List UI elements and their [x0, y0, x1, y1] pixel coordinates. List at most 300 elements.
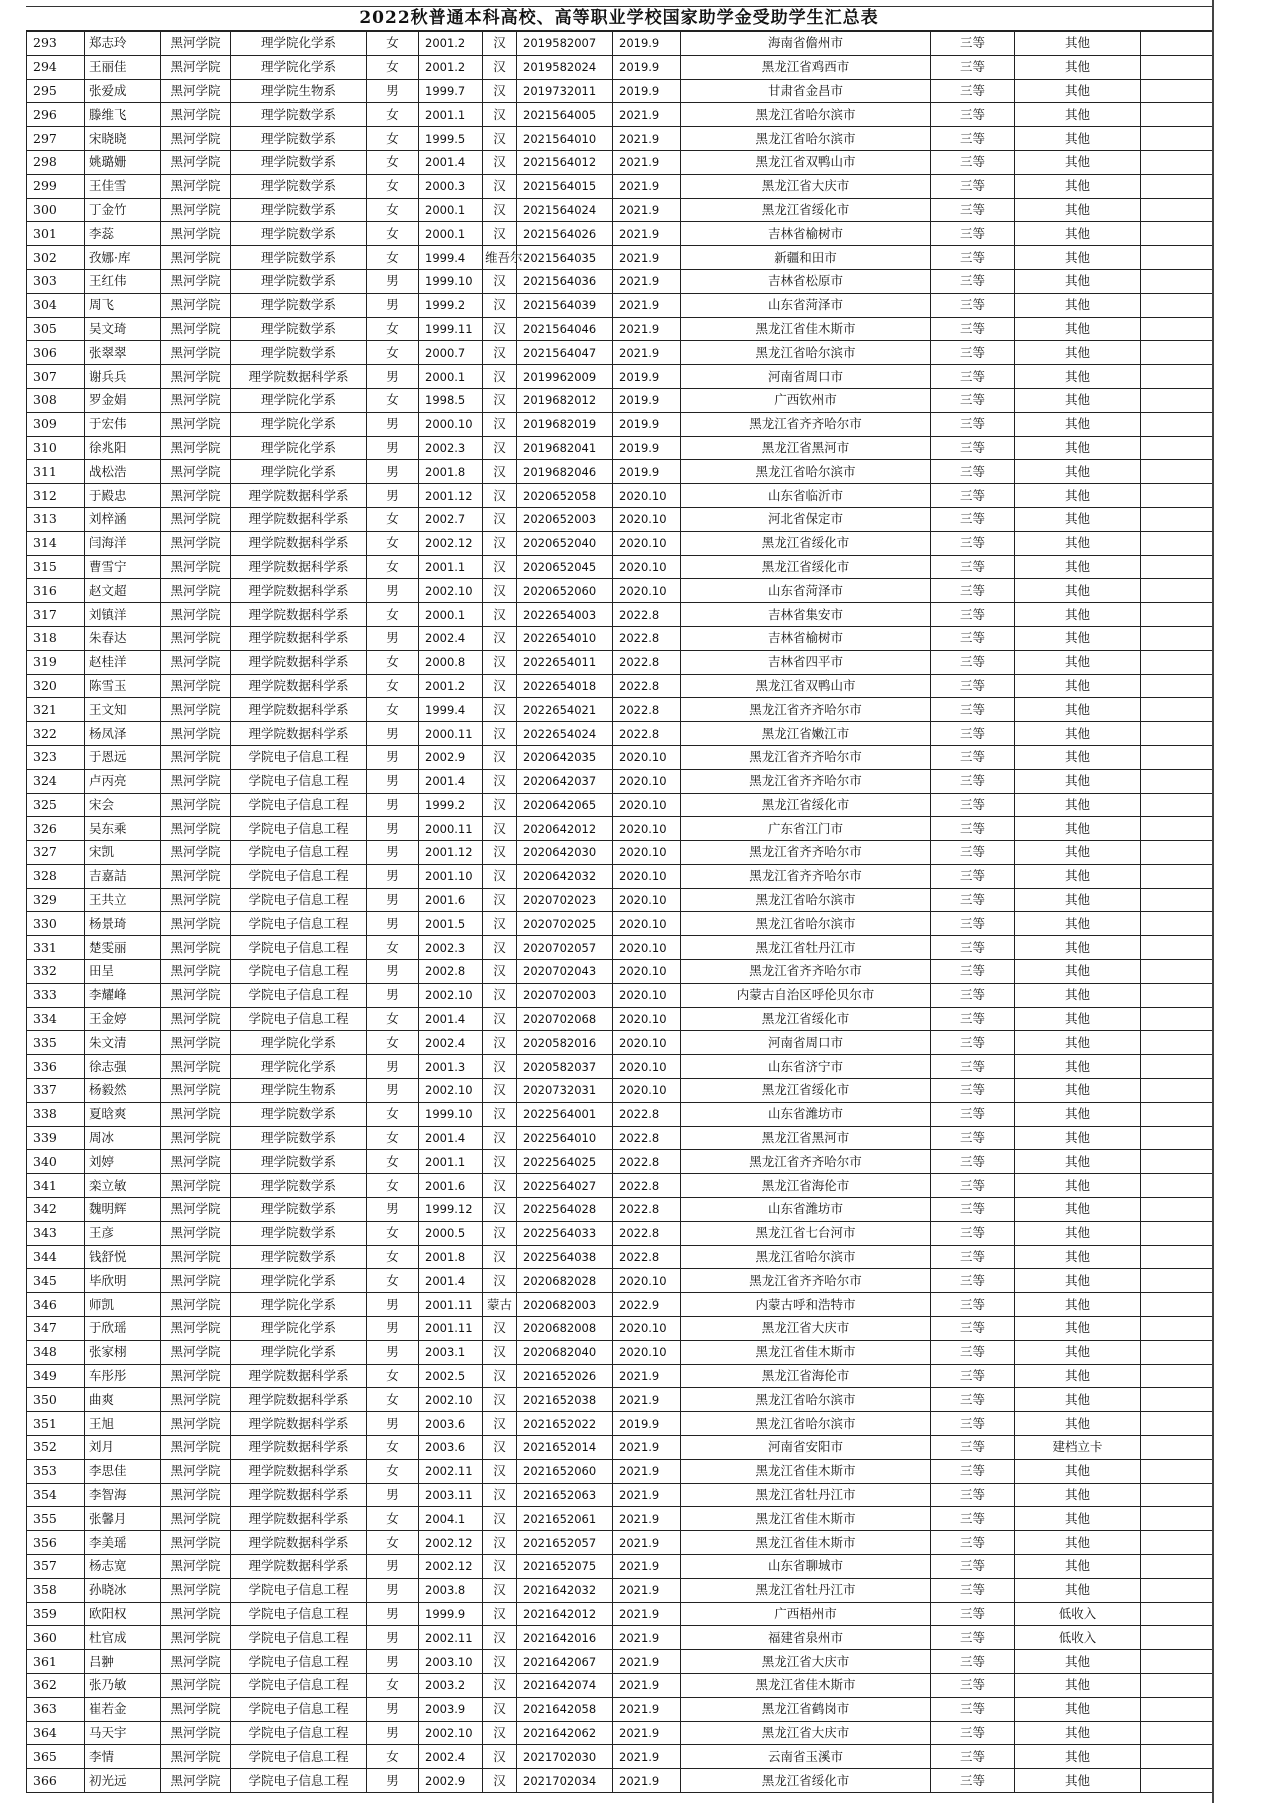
student-id-cell: 2022564038 — [517, 1245, 613, 1269]
aid-category-cell: 其他 — [1015, 1126, 1141, 1150]
aid-category-cell: 其他 — [1015, 603, 1141, 627]
ethnicity-cell: 汉 — [483, 127, 517, 151]
student-name-cell: 崔若金 — [85, 1697, 161, 1721]
department-cell: 学院电子信息工程 — [231, 793, 367, 817]
table-row — [27, 1007, 1213, 1031]
department-cell: 学院电子信息工程 — [231, 769, 367, 793]
student-name-cell: 车彤彤 — [85, 1364, 161, 1388]
empty-cell — [1141, 1007, 1213, 1031]
enrollment-cell: 2022.8 — [613, 722, 681, 746]
empty-cell — [1141, 293, 1213, 317]
hometown-cell: 黑龙江省牡丹江市 — [681, 1483, 931, 1507]
sheet-right-border — [1212, 0, 1214, 1803]
ethnicity-cell: 汉 — [483, 1721, 517, 1745]
birth-date-cell: 2000.1 — [419, 198, 483, 222]
enrollment-cell: 2022.8 — [613, 1150, 681, 1174]
hometown-cell: 黑龙江省牡丹江市 — [681, 936, 931, 960]
student-id-cell: 2020682003 — [517, 1293, 613, 1317]
department-cell: 学院电子信息工程 — [231, 1007, 367, 1031]
birth-date-cell: 2001.10 — [419, 864, 483, 888]
school-cell: 黑河学院 — [161, 603, 231, 627]
student-name-cell: 钱舒悦 — [85, 1245, 161, 1269]
enrollment-cell: 2019.9 — [613, 55, 681, 79]
aid-category-cell: 其他 — [1015, 317, 1141, 341]
hometown-cell: 黑龙江省齐齐哈尔市 — [681, 841, 931, 865]
student-name-cell: 李思佳 — [85, 1459, 161, 1483]
aid-category-cell: 其他 — [1015, 1459, 1141, 1483]
row-number-cell: 324 — [27, 769, 85, 793]
gender-cell: 女 — [367, 1507, 419, 1531]
school-cell: 黑河学院 — [161, 1079, 231, 1103]
hometown-cell: 山东省临沂市 — [681, 484, 931, 508]
student-name-cell: 初光远 — [85, 1769, 161, 1793]
gender-cell: 男 — [367, 864, 419, 888]
student-name-cell: 谢兵兵 — [85, 365, 161, 389]
empty-cell — [1141, 936, 1213, 960]
ethnicity-cell: 汉 — [483, 1198, 517, 1222]
table-row — [27, 1650, 1213, 1674]
student-id-cell: 2020652003 — [517, 507, 613, 531]
birth-date-cell: 2001.11 — [419, 1317, 483, 1341]
empty-cell — [1141, 1769, 1213, 1793]
hometown-cell: 黑龙江省佳木斯市 — [681, 1507, 931, 1531]
enrollment-cell: 2020.10 — [613, 912, 681, 936]
student-name-cell: 战松浩 — [85, 460, 161, 484]
school-cell: 黑河学院 — [161, 626, 231, 650]
birth-date-cell: 2004.1 — [419, 1507, 483, 1531]
aid-category-cell: 其他 — [1015, 1507, 1141, 1531]
department-cell: 理学院数据科学系 — [231, 484, 367, 508]
table-row — [27, 912, 1213, 936]
birth-date-cell: 1999.11 — [419, 317, 483, 341]
aid-level-cell: 三等 — [931, 1269, 1015, 1293]
row-number-cell: 366 — [27, 1769, 85, 1793]
school-cell: 黑河学院 — [161, 507, 231, 531]
row-number-cell: 305 — [27, 317, 85, 341]
ethnicity-cell: 汉 — [483, 983, 517, 1007]
aid-category-cell: 其他 — [1015, 722, 1141, 746]
ethnicity-cell: 汉 — [483, 103, 517, 127]
student-name-cell: 闫海洋 — [85, 531, 161, 555]
aid-level-cell: 三等 — [931, 841, 1015, 865]
empty-cell — [1141, 484, 1213, 508]
empty-cell — [1141, 412, 1213, 436]
student-id-cell: 2022564027 — [517, 1174, 613, 1198]
row-number-cell: 343 — [27, 1221, 85, 1245]
hometown-cell: 黑龙江省哈尔滨市 — [681, 341, 931, 365]
aid-level-cell: 三等 — [931, 1769, 1015, 1793]
ethnicity-cell: 汉 — [483, 555, 517, 579]
empty-cell — [1141, 1697, 1213, 1721]
aid-category-cell: 其他 — [1015, 174, 1141, 198]
empty-cell — [1141, 341, 1213, 365]
department-cell: 理学院化学系 — [231, 412, 367, 436]
enrollment-cell: 2021.9 — [613, 317, 681, 341]
school-cell: 黑河学院 — [161, 460, 231, 484]
table-row — [27, 1673, 1213, 1697]
enrollment-cell: 2021.9 — [613, 1483, 681, 1507]
student-id-cell: 2020682008 — [517, 1317, 613, 1341]
department-cell: 理学院数据科学系 — [231, 674, 367, 698]
school-cell: 黑河学院 — [161, 1245, 231, 1269]
hometown-cell: 黑龙江省大庆市 — [681, 1721, 931, 1745]
table-row — [27, 1436, 1213, 1460]
student-id-cell: 2022564010 — [517, 1126, 613, 1150]
student-id-cell: 2020702057 — [517, 936, 613, 960]
empty-cell — [1141, 1412, 1213, 1436]
enrollment-cell: 2020.10 — [613, 864, 681, 888]
aid-category-cell: 其他 — [1015, 1269, 1141, 1293]
row-number-cell: 308 — [27, 388, 85, 412]
enrollment-cell: 2021.9 — [613, 174, 681, 198]
ethnicity-cell: 维吾尔 — [483, 246, 517, 270]
hometown-cell: 黑龙江省绥化市 — [681, 198, 931, 222]
aid-level-cell: 三等 — [931, 1578, 1015, 1602]
birth-date-cell: 2002.3 — [419, 936, 483, 960]
empty-cell — [1141, 1198, 1213, 1222]
student-id-cell: 2020582016 — [517, 1031, 613, 1055]
row-number-cell: 363 — [27, 1697, 85, 1721]
ethnicity-cell: 汉 — [483, 1673, 517, 1697]
birth-date-cell: 2001.4 — [419, 1126, 483, 1150]
row-number-cell: 356 — [27, 1531, 85, 1555]
gender-cell: 男 — [367, 1626, 419, 1650]
birth-date-cell: 2002.11 — [419, 1459, 483, 1483]
school-cell: 黑河学院 — [161, 1198, 231, 1222]
aid-level-cell: 三等 — [931, 507, 1015, 531]
student-id-cell: 2022654024 — [517, 722, 613, 746]
student-name-cell: 周冰 — [85, 1126, 161, 1150]
school-cell: 黑河学院 — [161, 1269, 231, 1293]
student-name-cell: 魏明辉 — [85, 1198, 161, 1222]
ethnicity-cell: 汉 — [483, 1412, 517, 1436]
department-cell: 理学院数学系 — [231, 293, 367, 317]
aid-level-cell: 三等 — [931, 1531, 1015, 1555]
gender-cell: 男 — [367, 460, 419, 484]
row-number-cell: 304 — [27, 293, 85, 317]
ethnicity-cell: 汉 — [483, 269, 517, 293]
table-row — [27, 1769, 1213, 1793]
department-cell: 理学院生物系 — [231, 1079, 367, 1103]
enrollment-cell: 2022.8 — [613, 650, 681, 674]
birth-date-cell: 2002.10 — [419, 1079, 483, 1103]
hometown-cell: 山东省潍坊市 — [681, 1102, 931, 1126]
hometown-cell: 吉林省松原市 — [681, 269, 931, 293]
student-name-cell: 曲爽 — [85, 1388, 161, 1412]
student-id-cell: 2021564005 — [517, 103, 613, 127]
aid-level-cell: 三等 — [931, 460, 1015, 484]
sheet-title: 2022秋普通本科高校、高等职业学校国家助学金受助学生汇总表 — [359, 8, 879, 28]
hometown-cell: 黑龙江省齐齐哈尔市 — [681, 1269, 931, 1293]
birth-date-cell: 1999.2 — [419, 793, 483, 817]
student-name-cell: 吕翀 — [85, 1650, 161, 1674]
ethnicity-cell: 汉 — [483, 484, 517, 508]
aid-category-cell: 其他 — [1015, 127, 1141, 151]
row-number-cell: 350 — [27, 1388, 85, 1412]
aid-level-cell: 三等 — [931, 79, 1015, 103]
student-name-cell: 欧阳权 — [85, 1602, 161, 1626]
hometown-cell: 山东省菏泽市 — [681, 293, 931, 317]
student-name-cell: 于欣瑶 — [85, 1317, 161, 1341]
ethnicity-cell: 汉 — [483, 198, 517, 222]
department-cell: 理学院数据科学系 — [231, 722, 367, 746]
row-number-cell: 315 — [27, 555, 85, 579]
hometown-cell: 吉林省榆树市 — [681, 222, 931, 246]
empty-cell — [1141, 55, 1213, 79]
hometown-cell: 广东省江门市 — [681, 817, 931, 841]
row-number-cell: 310 — [27, 436, 85, 460]
hometown-cell: 黑龙江省哈尔滨市 — [681, 1412, 931, 1436]
aid-category-cell: 其他 — [1015, 31, 1141, 55]
school-cell: 黑河学院 — [161, 1031, 231, 1055]
gender-cell: 男 — [367, 365, 419, 389]
gender-cell: 男 — [367, 1602, 419, 1626]
row-number-cell: 309 — [27, 412, 85, 436]
ethnicity-cell: 汉 — [483, 1007, 517, 1031]
gender-cell: 男 — [367, 960, 419, 984]
department-cell: 理学院数据科学系 — [231, 1507, 367, 1531]
empty-cell — [1141, 555, 1213, 579]
department-cell: 学院电子信息工程 — [231, 936, 367, 960]
ethnicity-cell: 汉 — [483, 1317, 517, 1341]
enrollment-cell: 2021.9 — [613, 1602, 681, 1626]
student-name-cell: 卢丙亮 — [85, 769, 161, 793]
hometown-cell: 黑龙江省齐齐哈尔市 — [681, 1150, 931, 1174]
student-id-cell: 2019682046 — [517, 460, 613, 484]
aid-category-cell: 其他 — [1015, 817, 1141, 841]
school-cell: 黑河学院 — [161, 698, 231, 722]
row-number-cell: 364 — [27, 1721, 85, 1745]
student-name-cell: 刘镇洋 — [85, 603, 161, 627]
ethnicity-cell: 汉 — [483, 888, 517, 912]
department-cell: 理学院数学系 — [231, 1221, 367, 1245]
aid-category-cell: 其他 — [1015, 1055, 1141, 1079]
student-id-cell: 2019682019 — [517, 412, 613, 436]
aid-category-cell: 其他 — [1015, 1483, 1141, 1507]
aid-category-cell: 其他 — [1015, 1531, 1141, 1555]
enrollment-cell: 2020.10 — [613, 841, 681, 865]
department-cell: 理学院数据科学系 — [231, 626, 367, 650]
enrollment-cell: 2019.9 — [613, 436, 681, 460]
student-id-cell: 2021642062 — [517, 1721, 613, 1745]
hometown-cell: 河北省保定市 — [681, 507, 931, 531]
row-number-cell: 355 — [27, 1507, 85, 1531]
table-row — [27, 888, 1213, 912]
ethnicity-cell: 汉 — [483, 769, 517, 793]
enrollment-cell: 2021.9 — [613, 1436, 681, 1460]
student-id-cell: 2020702025 — [517, 912, 613, 936]
gender-cell: 女 — [367, 1745, 419, 1769]
birth-date-cell: 2001.11 — [419, 1293, 483, 1317]
aid-level-cell: 三等 — [931, 246, 1015, 270]
empty-cell — [1141, 1269, 1213, 1293]
aid-level-cell: 三等 — [931, 1436, 1015, 1460]
table-row — [27, 1459, 1213, 1483]
aid-category-cell: 其他 — [1015, 1340, 1141, 1364]
birth-date-cell: 2001.1 — [419, 103, 483, 127]
aid-level-cell: 三等 — [931, 983, 1015, 1007]
department-cell: 学院电子信息工程 — [231, 1650, 367, 1674]
ethnicity-cell: 汉 — [483, 1602, 517, 1626]
aid-level-cell: 三等 — [931, 555, 1015, 579]
hometown-cell: 黑龙江省大庆市 — [681, 1650, 931, 1674]
aid-level-cell: 三等 — [931, 1364, 1015, 1388]
department-cell: 理学院数学系 — [231, 222, 367, 246]
school-cell: 黑河学院 — [161, 198, 231, 222]
table-row — [27, 745, 1213, 769]
student-name-cell: 周飞 — [85, 293, 161, 317]
ethnicity-cell: 汉 — [483, 912, 517, 936]
enrollment-cell: 2020.10 — [613, 1079, 681, 1103]
aid-level-cell: 三等 — [931, 388, 1015, 412]
aid-category-cell: 其他 — [1015, 1317, 1141, 1341]
ethnicity-cell: 汉 — [483, 841, 517, 865]
ethnicity-cell: 汉 — [483, 1221, 517, 1245]
ethnicity-cell: 汉 — [483, 722, 517, 746]
birth-date-cell: 2003.6 — [419, 1412, 483, 1436]
table-row — [27, 603, 1213, 627]
hometown-cell: 黑龙江省哈尔滨市 — [681, 912, 931, 936]
school-cell: 黑河学院 — [161, 650, 231, 674]
row-number-cell: 302 — [27, 246, 85, 270]
gender-cell: 女 — [367, 150, 419, 174]
student-id-cell: 2021652075 — [517, 1555, 613, 1579]
aid-level-cell: 三等 — [931, 1412, 1015, 1436]
birth-date-cell: 2003.10 — [419, 1650, 483, 1674]
table-row — [27, 388, 1213, 412]
table-row — [27, 793, 1213, 817]
hometown-cell: 黑龙江省绥化市 — [681, 793, 931, 817]
empty-cell — [1141, 817, 1213, 841]
gender-cell: 男 — [367, 293, 419, 317]
hometown-cell: 黑龙江省哈尔滨市 — [681, 888, 931, 912]
gender-cell: 女 — [367, 222, 419, 246]
ethnicity-cell: 汉 — [483, 55, 517, 79]
gender-cell: 女 — [367, 507, 419, 531]
table-row — [27, 769, 1213, 793]
aid-category-cell: 其他 — [1015, 79, 1141, 103]
birth-date-cell: 2000.8 — [419, 650, 483, 674]
row-number-cell: 321 — [27, 698, 85, 722]
school-cell: 黑河学院 — [161, 1769, 231, 1793]
student-name-cell: 郑志玲 — [85, 31, 161, 55]
row-number-cell: 342 — [27, 1198, 85, 1222]
empty-cell — [1141, 1673, 1213, 1697]
aid-category-cell: 其他 — [1015, 793, 1141, 817]
student-name-cell: 李情 — [85, 1745, 161, 1769]
aid-level-cell: 三等 — [931, 531, 1015, 555]
school-cell: 黑河学院 — [161, 1364, 231, 1388]
ethnicity-cell: 汉 — [483, 936, 517, 960]
aid-level-cell: 三等 — [931, 31, 1015, 55]
birth-date-cell: 2001.12 — [419, 484, 483, 508]
row-number-cell: 347 — [27, 1317, 85, 1341]
aid-level-cell: 三等 — [931, 1745, 1015, 1769]
department-cell: 学院电子信息工程 — [231, 960, 367, 984]
table-row — [27, 841, 1213, 865]
school-cell: 黑河学院 — [161, 174, 231, 198]
department-cell: 理学院数据科学系 — [231, 1459, 367, 1483]
aid-category-cell: 其他 — [1015, 936, 1141, 960]
aid-category-cell: 其他 — [1015, 1293, 1141, 1317]
student-id-cell: 2021564026 — [517, 222, 613, 246]
student-name-cell: 宋会 — [85, 793, 161, 817]
aid-level-cell: 三等 — [931, 960, 1015, 984]
enrollment-cell: 2021.9 — [613, 1364, 681, 1388]
table-row — [27, 1364, 1213, 1388]
aid-category-cell: 其他 — [1015, 698, 1141, 722]
birth-date-cell: 1999.7 — [419, 79, 483, 103]
empty-cell — [1141, 365, 1213, 389]
school-cell: 黑河学院 — [161, 1007, 231, 1031]
ethnicity-cell: 汉 — [483, 650, 517, 674]
aid-category-cell: 其他 — [1015, 960, 1141, 984]
ethnicity-cell: 汉 — [483, 626, 517, 650]
table-row — [27, 936, 1213, 960]
gender-cell: 女 — [367, 1388, 419, 1412]
ethnicity-cell: 汉 — [483, 1031, 517, 1055]
empty-cell — [1141, 317, 1213, 341]
birth-date-cell: 2003.2 — [419, 1673, 483, 1697]
department-cell: 理学院化学系 — [231, 1031, 367, 1055]
gender-cell: 女 — [367, 1245, 419, 1269]
aid-level-cell: 三等 — [931, 341, 1015, 365]
birth-date-cell: 2000.1 — [419, 222, 483, 246]
student-name-cell: 曹雪宁 — [85, 555, 161, 579]
table-row — [27, 626, 1213, 650]
aid-level-cell: 三等 — [931, 888, 1015, 912]
department-cell: 理学院化学系 — [231, 1293, 367, 1317]
student-id-cell: 2022654021 — [517, 698, 613, 722]
ethnicity-cell: 汉 — [483, 864, 517, 888]
school-cell: 黑河学院 — [161, 246, 231, 270]
student-id-cell: 2021564047 — [517, 341, 613, 365]
birth-date-cell: 2000.10 — [419, 412, 483, 436]
table-row — [27, 79, 1213, 103]
birth-date-cell: 2003.8 — [419, 1578, 483, 1602]
student-name-cell: 于殿忠 — [85, 484, 161, 508]
aid-level-cell: 三等 — [931, 1650, 1015, 1674]
gender-cell: 男 — [367, 983, 419, 1007]
student-id-cell: 2019732011 — [517, 79, 613, 103]
birth-date-cell: 1999.10 — [419, 1102, 483, 1126]
gender-cell: 女 — [367, 1126, 419, 1150]
aid-level-cell: 三等 — [931, 293, 1015, 317]
school-cell: 黑河学院 — [161, 1126, 231, 1150]
table-row — [27, 198, 1213, 222]
table-row — [27, 484, 1213, 508]
gender-cell: 男 — [367, 722, 419, 746]
hometown-cell: 吉林省四平市 — [681, 650, 931, 674]
school-cell: 黑河学院 — [161, 531, 231, 555]
department-cell: 学院电子信息工程 — [231, 1602, 367, 1626]
ethnicity-cell: 汉 — [483, 222, 517, 246]
student-name-cell: 吉嘉詰 — [85, 864, 161, 888]
student-id-cell: 2021652038 — [517, 1388, 613, 1412]
birth-date-cell: 2001.6 — [419, 888, 483, 912]
birth-date-cell: 2001.2 — [419, 31, 483, 55]
aid-category-cell: 其他 — [1015, 341, 1141, 365]
aid-category-cell: 其他 — [1015, 626, 1141, 650]
gender-cell: 男 — [367, 888, 419, 912]
gender-cell: 女 — [367, 55, 419, 79]
ethnicity-cell: 汉 — [483, 1079, 517, 1103]
school-cell: 黑河学院 — [161, 1317, 231, 1341]
empty-cell — [1141, 698, 1213, 722]
student-name-cell: 李蕊 — [85, 222, 161, 246]
birth-date-cell: 2002.9 — [419, 1769, 483, 1793]
department-cell: 学院电子信息工程 — [231, 864, 367, 888]
